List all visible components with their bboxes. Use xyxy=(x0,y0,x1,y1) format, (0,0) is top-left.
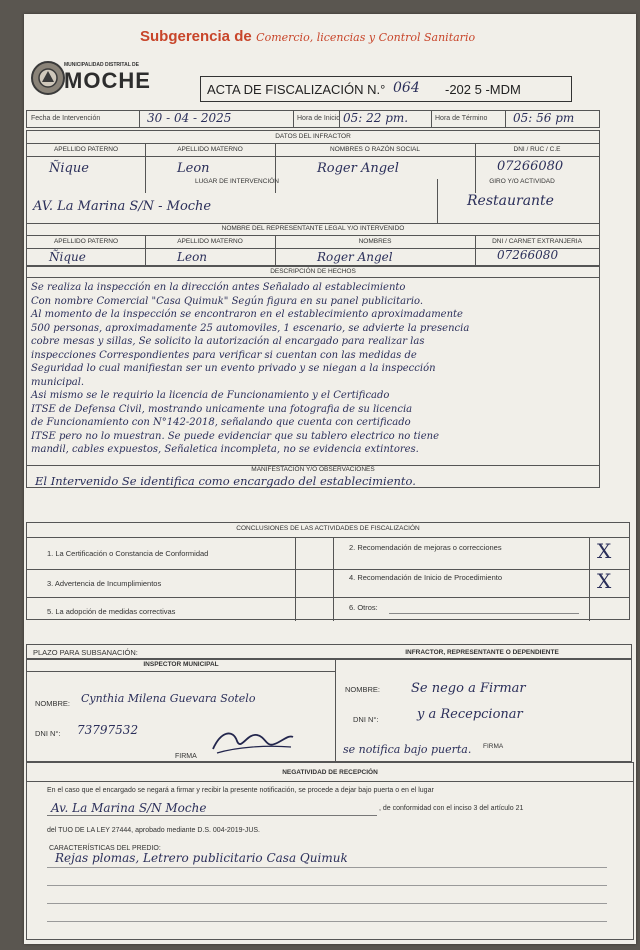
giro-label: GIRO Y/O ACTIVIDAD xyxy=(489,178,555,185)
inspector-signature-icon xyxy=(207,725,297,757)
fecha-value: 30 - 04 - 2025 xyxy=(147,111,232,125)
rep-col-nombres: NOMBRES xyxy=(358,238,392,245)
inspector-dni-label: DNI N°: xyxy=(35,729,61,738)
hora-inicio-label: Hora de Inicio xyxy=(297,115,341,122)
manifestacion-text: El Intervenido Se identifica como encargado del establecimiento. xyxy=(35,474,416,488)
hechos-line: Al momento de la inspección se encontraron en el establecimiento aproximadamente xyxy=(31,309,463,320)
hechos-line: ITSE pero no lo muestran. Se puede evidenciar que su tablero electrico no tiene xyxy=(31,430,439,442)
caract-label: CARACTERÍSTICAS DEL PREDIO: xyxy=(49,845,161,852)
rep-materno: Leon xyxy=(177,250,208,264)
plazo-label: PLAZO PARA SUBSANACIÓN: xyxy=(33,648,138,657)
infractor-dni: 07266080 xyxy=(497,159,564,174)
infractor-paterno: Ñique xyxy=(49,161,89,176)
hechos-section xyxy=(26,266,600,488)
lugar-label: LUGAR DE INTERVENCIÓN xyxy=(194,178,280,185)
negatividad-title: NEGATIVIDAD DE RECEPCIÓN xyxy=(282,769,378,776)
infractor-col-dni: DNI / RUC / C.E xyxy=(513,146,561,153)
hechos-line: Seguridad lo cual manifiestan ser un evento privado y se niegan a la inspección xyxy=(31,363,436,374)
conclusion-mark-4: X xyxy=(597,569,612,593)
infractor-materno: Leon xyxy=(177,161,210,176)
hora-termino-value: 05: 56 pm xyxy=(513,111,575,125)
infractor-nombres: Roger Angel xyxy=(317,161,399,176)
infractor-nombre-label: NOMBRE: xyxy=(345,685,381,694)
giro-value: Restaurante xyxy=(467,193,554,209)
acta-number: 064 xyxy=(393,80,420,96)
conclusion-item-5: 5. La adopción de medidas correctivas xyxy=(47,607,176,616)
conclusion-item-3: 3. Advertencia de Incumplimientos xyxy=(47,579,162,588)
hechos-line: Asi mismo se le requirio la licencia de Funcionamiento y el Certificado xyxy=(31,390,390,401)
infractor-firma-label: FIRMA xyxy=(483,743,504,750)
acta-box xyxy=(200,76,572,102)
acta-suffix: -202 5 -MDM xyxy=(445,82,521,97)
negatividad-text-2: , de conformidad con el inciso 3 del artículo 21 xyxy=(379,805,524,812)
infractor-col-paterno: APELLIDO PATERNO xyxy=(53,146,119,153)
infractor-firma-value: se notifica bajo puerta. xyxy=(343,743,472,756)
rep-col-paterno: APELLIDO PATERNO xyxy=(53,238,119,245)
hechos-line: ITSE de Defensa Civil, mostrando unicamente una fotografia de su licencia xyxy=(31,403,413,415)
hora-inicio-value: 05: 22 pm. xyxy=(343,111,409,125)
acta-label: ACTA DE FISCALIZACIÓN N.° xyxy=(207,82,386,97)
hechos-lines xyxy=(31,281,469,457)
conclusion-item-1: 1. La Certificación o Constancia de Conformidad xyxy=(47,549,209,558)
infractor-firma-title: INFRACTOR, REPRESENTANTE O DEPENDIENTE xyxy=(405,649,559,656)
hora-termino-label: Hora de Término xyxy=(435,115,488,122)
infractor-nombre-value: Se nego a Firmar xyxy=(411,681,526,696)
conclusion-item-4: 4. Recomendación de Inicio de Procedimiento xyxy=(349,573,503,582)
logo-small-text: MUNICIPALIDAD DISTRITAL DE xyxy=(64,62,139,68)
inspection-form xyxy=(24,14,636,944)
conclusion-item-2: 2. Recomendación de mejoras o correcciones xyxy=(349,543,502,552)
manifestacion-title: MANIFESTACIÓN Y/O OBSERVACIONES xyxy=(251,466,375,473)
logo-moche: MOCHE xyxy=(64,68,151,93)
rep-col-dni: DNI / CARNET EXTRANJERIA xyxy=(492,238,582,245)
subgerencia-title xyxy=(140,28,475,46)
negatividad-text-1: En el caso que el encargado se negará a firmar y recibir la presente notificación, se procede a dejar bajo puerta o en el lugar xyxy=(47,787,434,794)
hechos-line: Se realiza la inspección en la dirección antes Señalado al establecimiento xyxy=(31,282,406,293)
hechos-line: cobre mesas y sillas, Se solicito la autorización al encargado para realizar las xyxy=(31,336,425,347)
conclusion-item-6: 6. Otros: xyxy=(349,603,378,612)
negatividad-text-3: del TUO DE LA LEY 27444, aprobado mediante D.S. 004-2019-JUS. xyxy=(47,827,260,834)
inspector-title: INSPECTOR MUNICIPAL xyxy=(143,661,219,668)
inspector-nombre-label: NOMBRE: xyxy=(35,699,71,708)
lugar-value: AV. La Marina S/N - Moche xyxy=(33,199,212,214)
infractor-dni-value: y a Recepcionar xyxy=(417,707,523,722)
rep-nombres: Roger Angel xyxy=(317,250,393,264)
conclusiones-title: CONCLUSIONES DE LAS ACTIVIDADES DE FISCALIZACIÓN xyxy=(236,525,420,532)
subgerencia-hand: Comercio, licencias y Control Sanitario xyxy=(256,31,476,44)
infractor-title: DATOS DEL INFRACTOR xyxy=(275,133,351,140)
rep-paterno: Ñique xyxy=(49,250,86,264)
conclusiones-section xyxy=(26,522,630,620)
hechos-line: municipal. xyxy=(31,376,85,388)
inspector-dni-value: 73797532 xyxy=(77,723,139,737)
hechos-line: de Funcionamiento con N°142-2018, señalando que cuenta con certificado xyxy=(31,417,411,428)
inspector-firma-label: FIRMA xyxy=(175,753,197,760)
infractor-col-materno: APELLIDO MATERNO xyxy=(177,146,243,153)
caract-value: Rejas plomas, Letrero publicitario Casa Quimuk xyxy=(55,851,348,865)
hechos-line: inspecciones Correspondientes para verificar si cuentan con las medidas de xyxy=(31,349,417,361)
hechos-line: 500 personas, aproximadamente 25 automoviles, 1 escenario, se advierte la presencia xyxy=(31,322,470,334)
negatividad-lugar: Av. La Marina S/N Moche xyxy=(51,801,207,815)
representante-title: NOMBRE DEL REPRESENTANTE LEGAL Y/O INTERVENIDO xyxy=(221,225,405,232)
infractor-col-nombres: NOMBRES O RAZÓN SOCIAL xyxy=(330,146,420,153)
hechos-title: DESCRIPCIÓN DE HECHOS xyxy=(270,268,356,275)
dates-row xyxy=(26,110,600,128)
conclusion-mark-2: X xyxy=(597,539,612,563)
hechos-line: Con nombre Comercial "Casa Quimuk" Según figura en su panel publicitario. xyxy=(31,295,424,307)
infractor-section xyxy=(26,130,600,266)
hechos-line: mandil, cables expuestos, Señaletica incompleta, no se evidencia extintores. xyxy=(31,444,419,455)
rep-col-materno: APELLIDO MATERNO xyxy=(177,238,243,245)
rep-dni: 07266080 xyxy=(497,248,559,262)
municipal-seal-icon xyxy=(30,60,66,96)
fecha-label: Fecha de Intervención xyxy=(31,115,101,122)
infractor-dni-label: DNI N°: xyxy=(353,715,379,724)
subgerencia-label: Subgerencia de xyxy=(140,28,252,45)
inspector-nombre-value: Cynthia Milena Guevara Sotelo xyxy=(81,692,256,705)
negatividad-section xyxy=(26,762,634,940)
